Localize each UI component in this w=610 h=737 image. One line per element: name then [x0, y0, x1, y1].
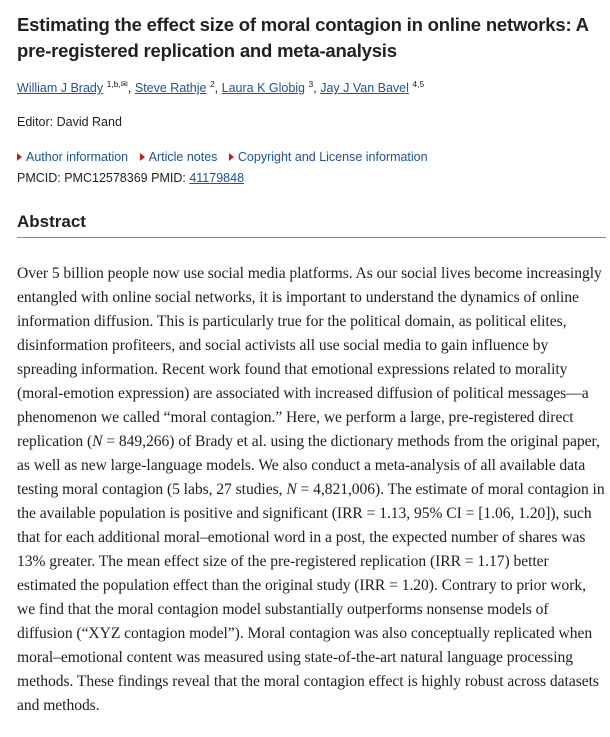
- author-affiliation-brady: 1,b,✉: [106, 79, 128, 89]
- author-affiliation-globig: 3: [308, 79, 314, 89]
- abstract-n-symbol: N: [92, 433, 103, 450]
- editor-line: Editor: David Rand: [17, 115, 122, 129]
- pmid-link[interactable]: 41179848: [189, 171, 245, 185]
- article-notes-toggle[interactable]: [140, 150, 221, 164]
- author-list: William J Brady $^{1,b,✉}$, Steve Rathje $^2$, Laura K Globig $^3$, Jay J Van Bavel $^{4,5}$: [17, 79, 425, 95]
- abstract-text: [17, 262, 607, 718]
- author-link-van-bavel[interactable]: Jay J Van Bavel: [320, 81, 409, 95]
- article-notes-label: Article notes: [148, 150, 218, 164]
- author-link-rathje[interactable]: Steve Rathje: [134, 81, 207, 95]
- abstract-text-part-2: = 849,266) of Brady et al. using the dictionary methods from the original paper, as well as new large-language models. We also conduct a meta-analysis of all available data testing moral contagion (5 labs, 27 studies,: [17, 433, 600, 498]
- abstract-n-symbol: N: [286, 481, 297, 498]
- pmid-label: PMID:: [151, 171, 186, 185]
- author-link-globig[interactable]: Laura K Globig: [221, 81, 306, 95]
- abstract-heading: Abstract: [17, 211, 606, 238]
- abstract-text-part-1: Over 5 billion people now use social media platforms. As our social lives become increasingly entangled with online social networks, it is important to understand the dynamics of online information diffusion. This is particularly true for the political domain, as political elites, disinformation profiteers, and social activists all use social media to gain influence by spreading information. Recent work found that emotional expressions related to morality (moral-emotion expression) are associated with increased diffusion of political messages—a phenomenon we called “moral contagion.” Here, we perform a large, pre-registered direct replication (: [17, 265, 602, 450]
- copyright-license-label: Copyright and License information: [237, 150, 428, 164]
- caret-right-icon: [140, 153, 145, 161]
- caret-right-icon: [17, 153, 22, 161]
- author-affiliation-van-bavel: 4,5: [412, 79, 425, 89]
- author-information-toggle[interactable]: [17, 150, 132, 164]
- article-ids: [17, 169, 607, 187]
- copyright-license-toggle[interactable]: [229, 150, 428, 164]
- caret-right-icon: [229, 153, 234, 161]
- author-link-brady[interactable]: William J Brady: [17, 81, 104, 95]
- article-page: [17, 0, 607, 734]
- author-information-label: Author information: [26, 150, 129, 164]
- article-info-toggles: [17, 148, 607, 166]
- abstract-text-part-3: = 4,821,006). The estimate of moral contagion in the available population is positive and significant (IRR = 1.13, 95% CI = [1.06, 1.20]), such that for each additional moral–emotional word in a post, the expected number of shares was 13% greater. The mean effect size of the pre-registered replication (IRR = 1.17) better estimated the population effect than the original study (IRR = 1.20). Contrary to prior work, we find that the moral contagion model substantially outperforms nonsense models of diffusion (“XYZ contagion model”). Moral contagion was also conceptually replicated when moral–emotional content was measured using state-of-the-art natural language processing methods. These findings reveal that the moral contagion effect is highly robust across datasets and methods.: [17, 481, 605, 714]
- article-title: Estimating the effect size of moral contagion in online networks: A pre-registered replication and meta-analysis: [17, 14, 589, 61]
- pmcid-label: PMCID: PMC12578369: [17, 171, 148, 185]
- author-affiliation-rathje: 2: [209, 79, 215, 89]
